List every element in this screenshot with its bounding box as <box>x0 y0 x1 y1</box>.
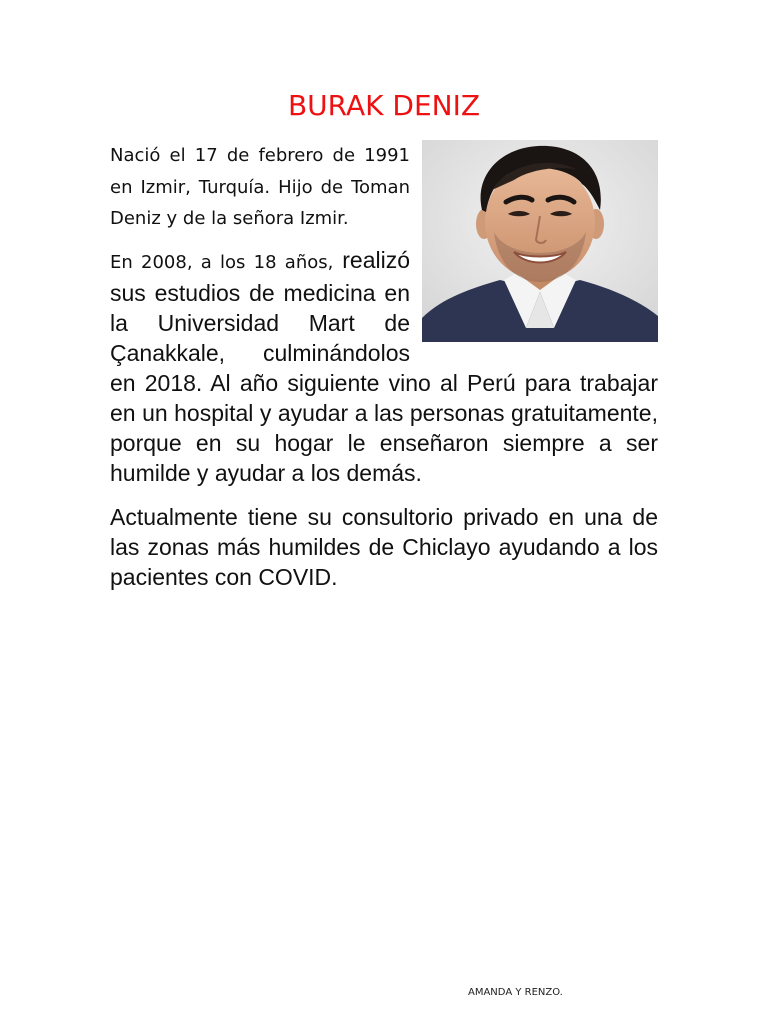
portrait-photo <box>422 140 658 342</box>
footer-authors: AMANDA Y RENZO. <box>468 987 563 998</box>
paragraph-birth: Nació el 17 de febrero de 1991 en Izmir, Turquía. Hijo de Toman Deniz y de la señora Izmir. <box>110 145 410 229</box>
paragraph-career-rest: realizó sus estudios de medicina en la Universidad Mart de Çanakkale, culminándolos en 2018. Al año siguiente vino al Perú para trabajar en un hospital y ayudar a las personas gratuitamente, porque en su hogar le enseñaron siempre a ser humilde y ayudar a los demás. <box>110 246 658 486</box>
paragraph-career-lead: En 2008, a los 18 años, <box>110 251 334 273</box>
paragraph-current: Actualmente tiene su consultorio privado en una de las zonas más humildes de Chiclayo ayudando a los pacientes con COVID. <box>110 503 658 590</box>
document-title: BURAK DENIZ <box>287 89 481 122</box>
document-body <box>110 140 658 592</box>
